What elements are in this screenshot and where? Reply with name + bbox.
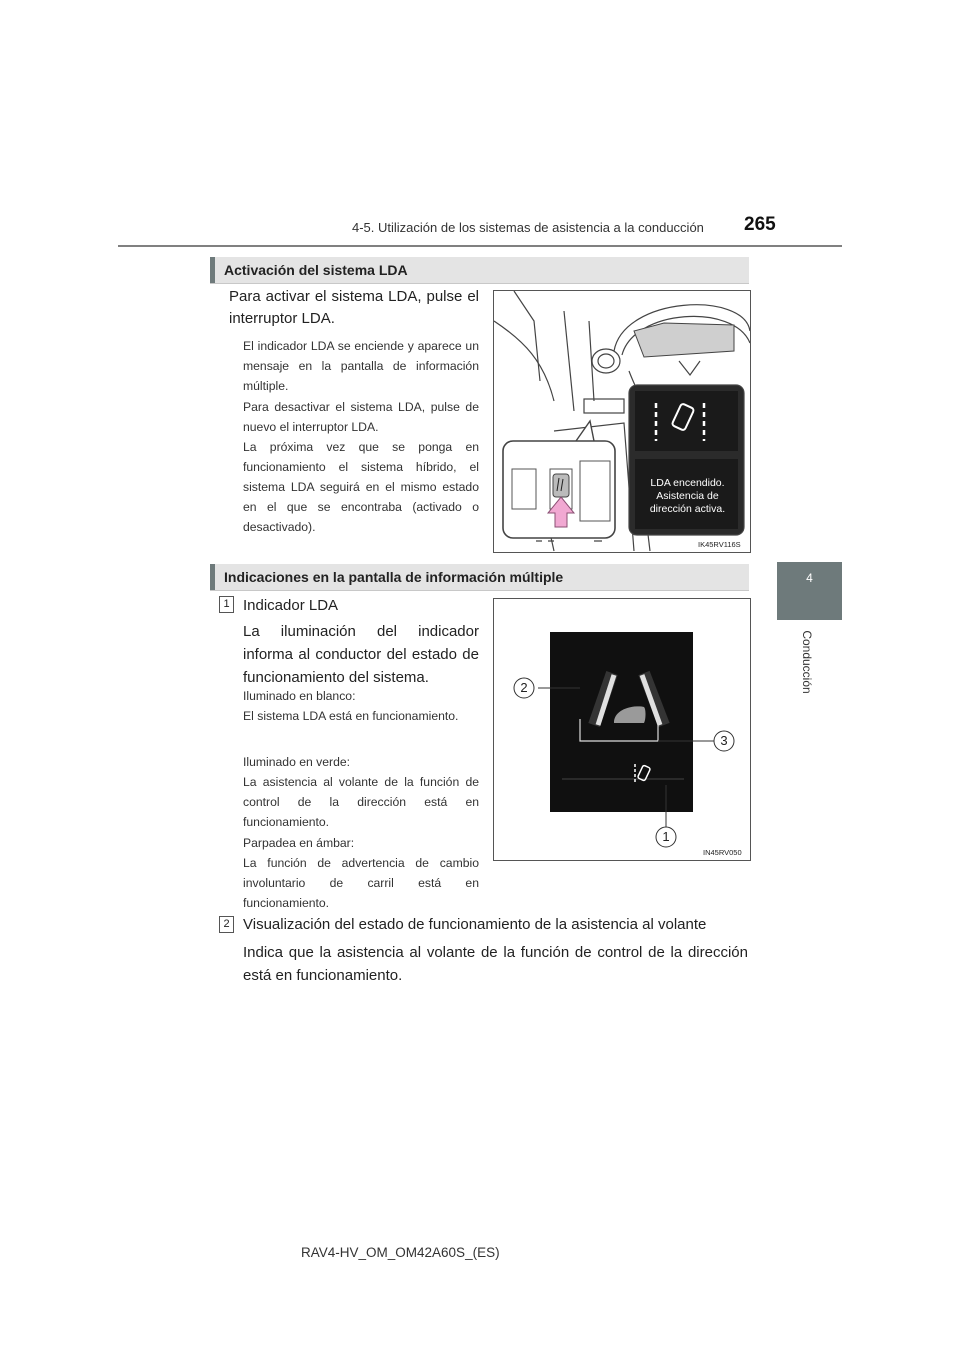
section-accent — [210, 564, 215, 590]
item1-description: La iluminación del indicador informa al conductor del estado de funcionamiento del sistema. — [243, 623, 479, 686]
section-accent — [210, 257, 215, 283]
page-number: 265 — [744, 214, 776, 235]
document-code: RAV4-HV_OM_OM42A60S_(ES) — [301, 1245, 500, 1260]
section-heading-text: Activación del sistema LDA — [224, 262, 408, 278]
activation-note-1: El indicador LDA se enciende y aparece un mensaje en la pantalla de información múltiple. — [243, 339, 479, 393]
activation-note-2: Para desactivar el sistema LDA, pulse de nuevo el interruptor LDA. — [243, 400, 479, 434]
display-message — [632, 477, 743, 516]
state-green-label: Iluminado en verde: — [243, 755, 351, 769]
item-number-1: 1 — [219, 596, 234, 613]
display-illustration — [494, 599, 750, 860]
multi-info-display-figure — [493, 598, 751, 861]
callout-2: 2 — [520, 680, 528, 695]
display-message-line: Asistencia de — [656, 490, 719, 502]
chapter-number: 4 — [806, 571, 813, 585]
activation-lead: Para activar el sistema LDA, pulse el interruptor LDA. — [229, 288, 479, 327]
item2-description: Indica que la asistencia al volante de la función de control de la dirección está en funcionamiento. — [243, 944, 748, 984]
callout-1: 1 — [662, 829, 670, 844]
item-number-2: 2 — [219, 916, 234, 933]
figure-code: IN45RV050 — [703, 848, 742, 857]
state-amber-text: La función de advertencia de cambio involuntario de carril está en funcionamiento. — [243, 856, 479, 910]
chapter-label: Conducción — [800, 630, 814, 694]
state-amber-label: Parpadea en ámbar: — [243, 836, 355, 850]
state-white-text: El sistema LDA está en funcionamiento. — [243, 709, 459, 723]
activation-note-3: La próxima vez que se ponga en funcionamiento el sistema híbrido, el sistema LDA seguirá en el mismo estado en el que se encontraba (activado o desactivado). — [243, 440, 479, 534]
state-white-label: Iluminado en blanco: — [243, 689, 356, 703]
display-message-line: LDA encendido. — [650, 477, 725, 489]
figure-code: IK45RV116S — [698, 540, 741, 549]
state-green-text: La asistencia al volante de la función de control de la dirección está en funcionamiento. — [243, 775, 479, 829]
section-heading-activation — [210, 257, 749, 284]
display-message-line: dirección activa. — [649, 503, 726, 515]
item1-title: Indicador LDA — [243, 597, 339, 614]
lda-switch-figure — [493, 290, 751, 553]
item2-title: Visualización del estado de funcionamiento de la asistencia al volante — [243, 916, 707, 933]
section-heading-indications — [210, 564, 749, 591]
header-rule — [118, 245, 842, 247]
callout-3: 3 — [720, 733, 728, 748]
section-heading-text: Indicaciones en la pantalla de información múltiple — [224, 569, 564, 585]
header-title: 4-5. Utilización de los sistemas de asistencia a la conducción — [352, 220, 704, 235]
